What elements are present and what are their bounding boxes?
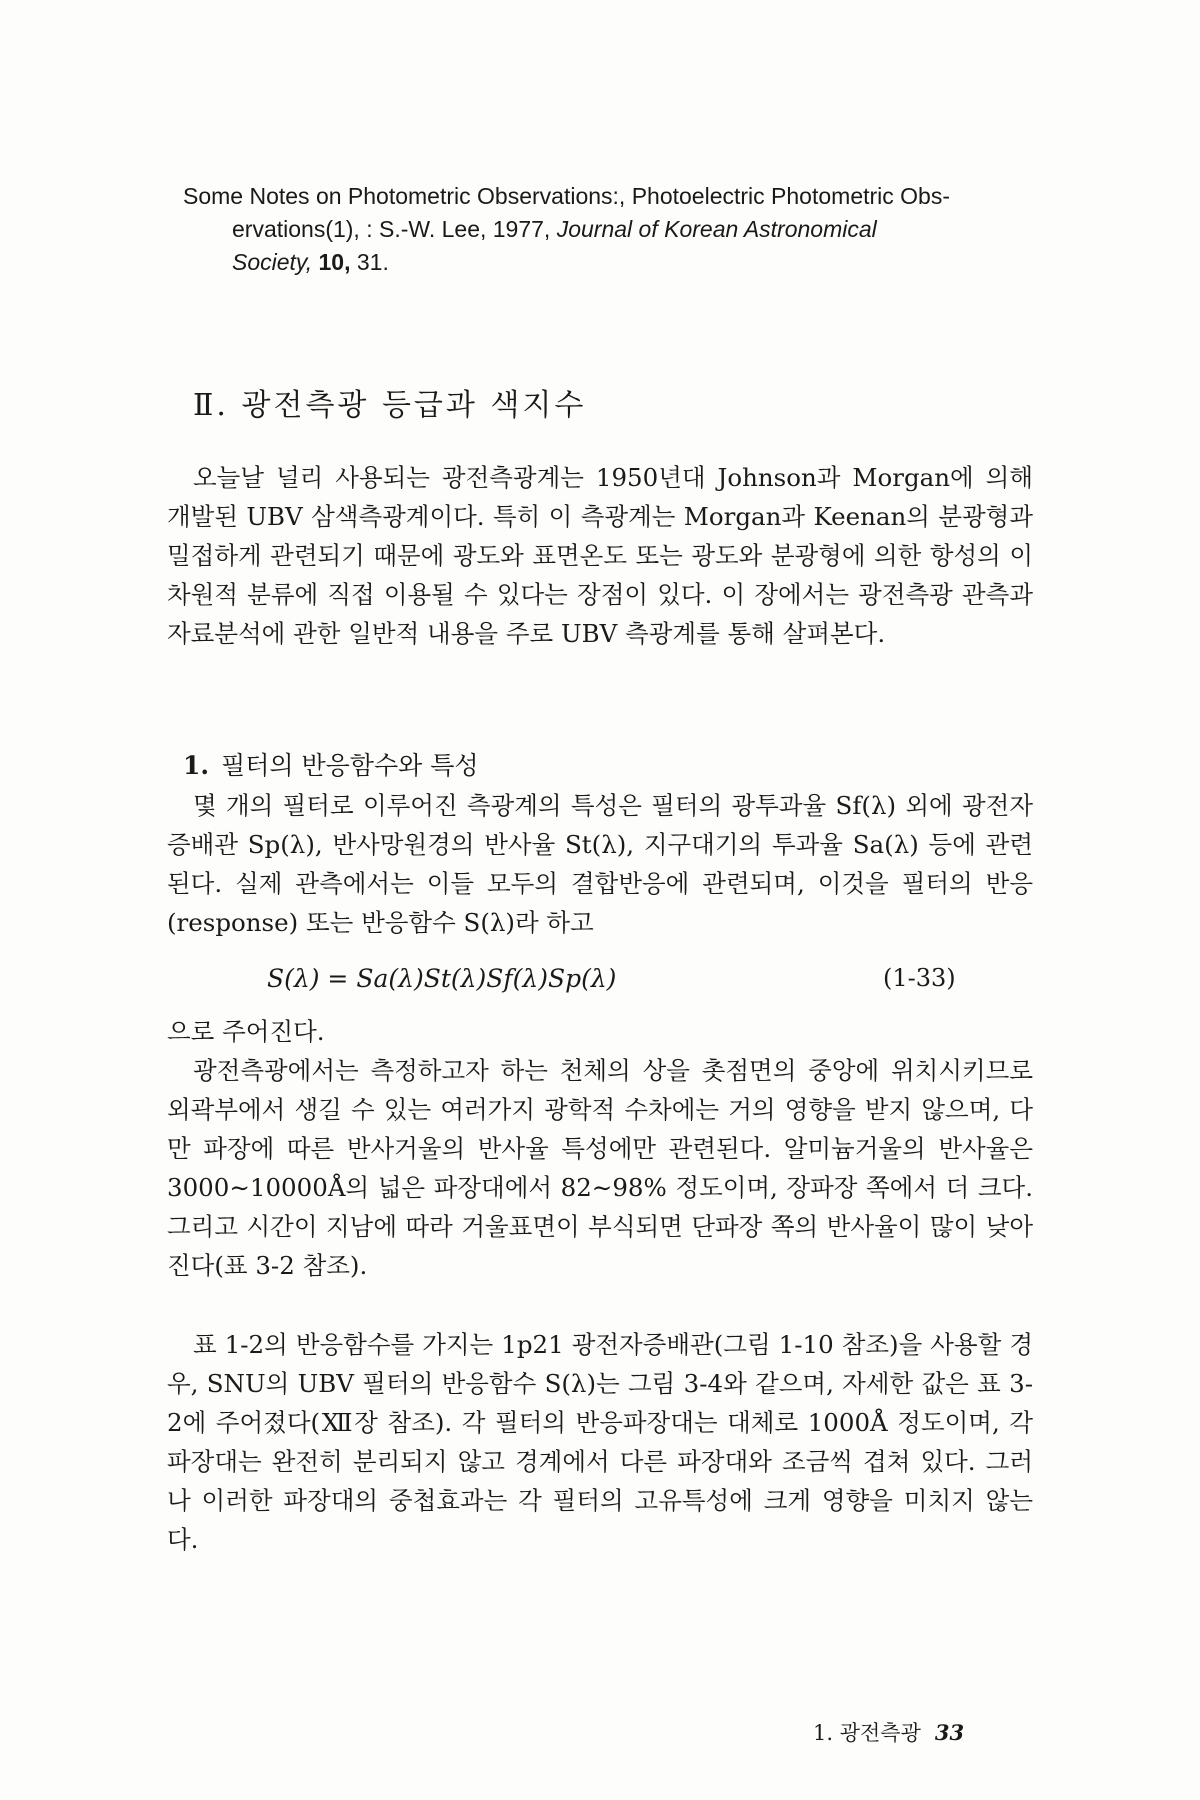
section-heading (193, 380, 586, 424)
reference-continuation-2 (183, 246, 1003, 279)
after-equation-line: 으로 주어진다. (167, 1017, 325, 1046)
equation: S(λ) = Sa(λ)St(λ)Sf(λ)Sp(λ) (267, 964, 617, 993)
reference-page: 31. (356, 249, 389, 275)
reference-continuation (183, 213, 1003, 246)
paragraph-mirror-reflectance (167, 1051, 1033, 1285)
after-equation-text (167, 1012, 1033, 1051)
equation-number: (1-33) (883, 964, 956, 992)
paragraph-response-function (167, 786, 1033, 942)
section-title: 광전측광 등급과 색지수 (241, 388, 587, 423)
intro-text: 오늘날 널리 사용되는 광전측광계는 1950년대 Johnson과 Morgan에 의해 개발된 UBV 삼색측광계이다. 특히 이 측광계는 Morgan과 Keenan의 분광형과 밀접하게 관련되기 때문에 광도와 표면온도 또는 광도와 분광형에 의한 항성의 이차원적 분류에 직접 이용될 수 있다는 장점이 있다. 이 장에서는 광전측광 관측과 자료분석에 관한 일반적 내용을 주로 UBV 측광계를 통해 살펴본다. (167, 463, 1033, 648)
reference-volume: 10, (318, 249, 351, 275)
paragraph-filter-bands (167, 1325, 1033, 1559)
reference-society: Society, (232, 249, 313, 275)
reference-line-1: Some Notes on Photometric Observations:, Photoelectric Photometric Obs- (183, 183, 950, 209)
para2-text: 광전측광에서는 측정하고자 하는 천체의 상을 촛점면의 중앙에 위치시키므로 외곽부에서 생길 수 있는 여러가지 광학적 수차에는 거의 영향을 받지 않으며, 다만 파장에 따른 반사거울의 반사율 특성에만 관련된다. 알미늄거울의 반사율은 3000∼10000Å의 넓은 파장대에서 82∼98% 정도이며, 장파장 쪽에서 더 크다. 그리고 시간이 지남에 따라 거울표면이 부식되면 단파장 쪽의 반사율이 많이 낮아진다(표 3-2 참조). (167, 1056, 1033, 1280)
section-numeral: Ⅱ. (193, 388, 229, 423)
page-number: 33 (934, 1720, 965, 1745)
running-head: 1. 광전측광 (813, 1721, 921, 1745)
para3-text: 표 1-2의 반응함수를 가지는 1p21 광전자증배관(그림 1-10 참조)을 사용할 경우, SNU의 UBV 필터의 반응함수 S(λ)는 그림 3-4와 같으며, 자세한 값은 표 3-2에 주어졌다(Ⅻ장 참조). 각 필터의 반응파장대는 대체로 1000Å 정도이며, 각 파장대는 완전히 분리되지 않고 경계에서 다른 파장대와 조금씩 겹쳐 있다. 그러나 이러한 파장대의 중첩효과는 각 필터의 고유특성에 크게 영향을 미치지 않는다. (167, 1330, 1033, 1554)
subsection-heading (183, 746, 479, 782)
subsection-title: 필터의 반응함수와 특성 (221, 751, 479, 780)
reference-citation (183, 180, 1003, 279)
intro-paragraph (167, 458, 1033, 653)
reference-authors: ervations(1), : S.-W. Lee, 1977, (232, 216, 557, 242)
para1-text: 몇 개의 필터로 이루어진 측광계의 특성은 필터의 광투과율 Sf(λ) 외에 광전자증배관 Sp(λ), 반사망원경의 반사율 St(λ), 지구대기의 투과율 Sa(λ) 등에 관련된다. 실제 관측에서는 이들 모두의 결합반응에 관련되며, 이것을 필터의 반응(response) 또는 반응함수 S(λ)라 하고 (167, 791, 1033, 937)
page-footer (813, 1717, 964, 1747)
subsection-number: 1. (183, 751, 210, 780)
reference-journal: Journal of Korean Astronomical (556, 216, 877, 242)
